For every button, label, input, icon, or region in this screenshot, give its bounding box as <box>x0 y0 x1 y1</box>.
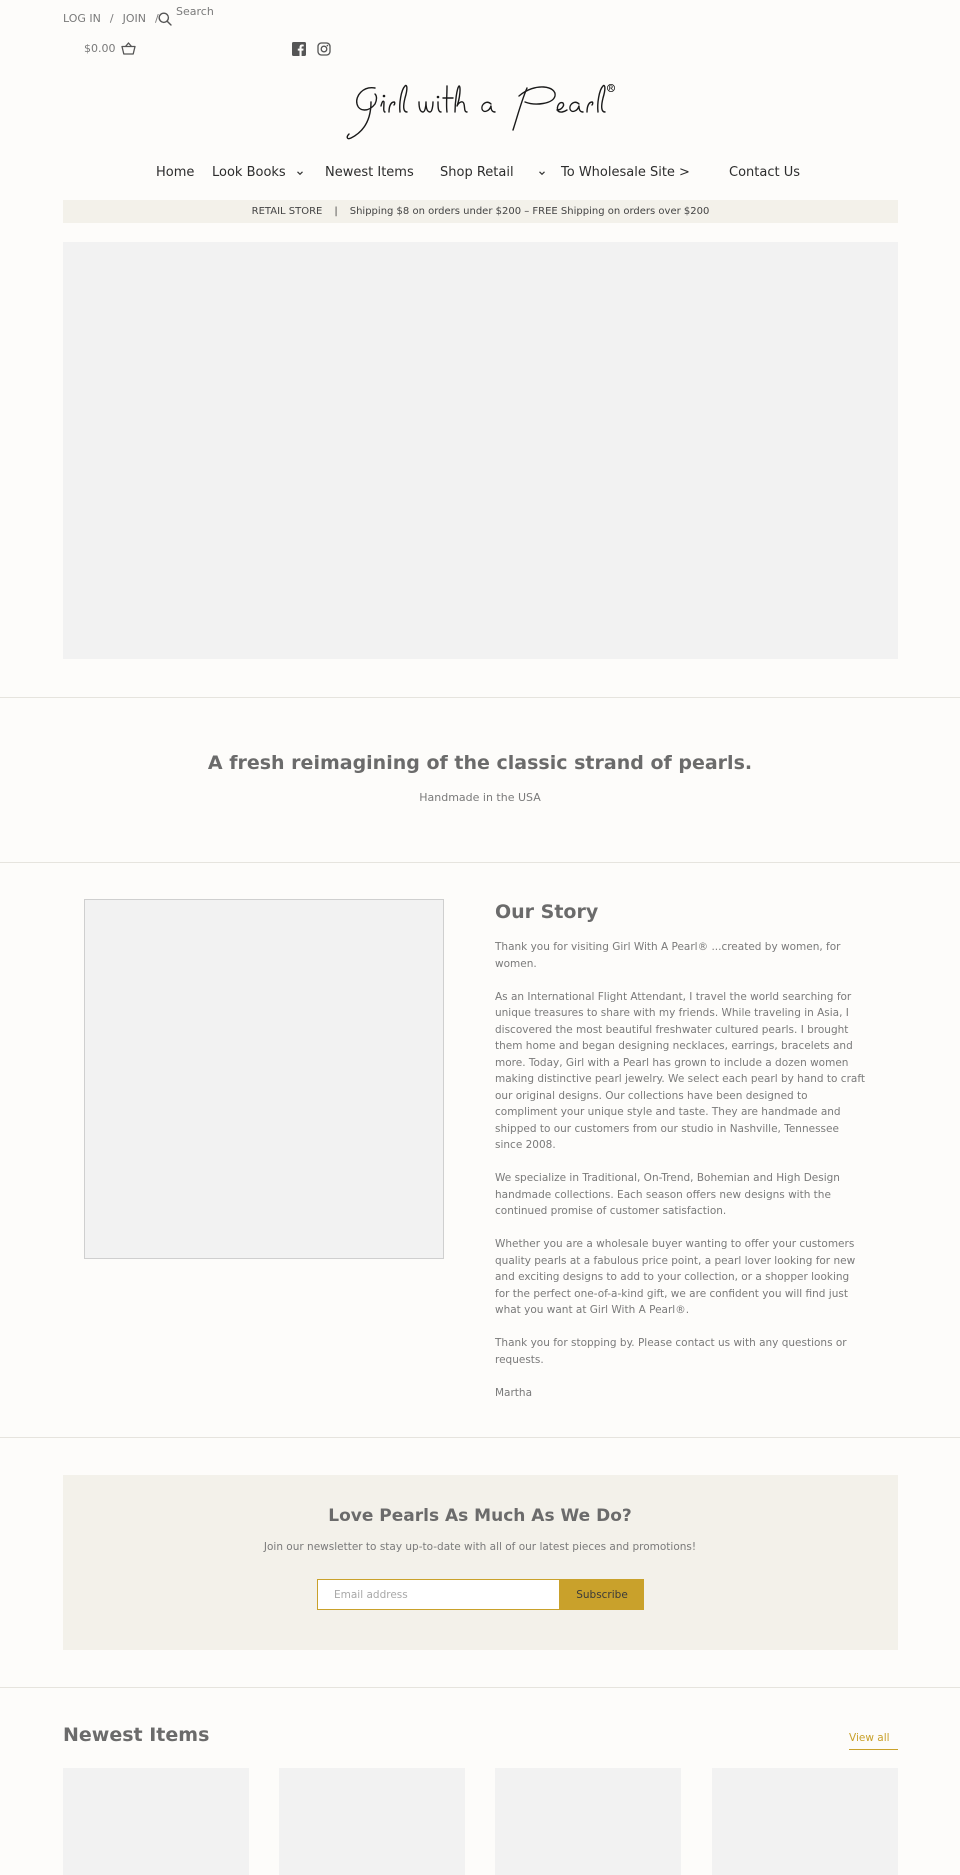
chevron-down-icon <box>296 169 304 177</box>
account-links <box>63 12 168 25</box>
facebook-icon[interactable] <box>292 42 306 56</box>
product-card[interactable] <box>279 1768 465 1875</box>
nav-contact-us[interactable]: Contact Us <box>729 165 800 180</box>
story-paragraph: Whether you are a wholesale buyer wanting to offer your customers quality pearls at a fabulous price point, a pearl lover looking for new and exciting designs to add to your collection, or a shopper looking for the perfect one-of-a-kind gift, we are confident you will find just what you want at Girl With A Pearl®. <box>495 1238 856 1316</box>
product-card[interactable] <box>712 1768 898 1875</box>
hero-image[interactable] <box>63 242 898 659</box>
shipping-text: Shipping $8 on orders under $200 – FREE Shipping on orders over $200 <box>349 206 710 217</box>
email-field[interactable] <box>317 1579 560 1610</box>
main-nav <box>0 165 960 185</box>
story-image <box>84 899 444 1259</box>
story-paragraph: We specialize in Traditional, On-Trend, Bohemian and High Design handmade collections. Each season offers new designs with the continued promise of customer satisfaction. <box>495 1172 840 1217</box>
tagline: A fresh reimagining of the classic strand of pearls. <box>207 752 753 774</box>
basket-icon <box>121 42 136 55</box>
divider <box>0 697 960 698</box>
cart-total: $0.00 <box>84 42 116 55</box>
chevron-down-icon <box>538 169 546 177</box>
cart-link[interactable] <box>84 42 136 55</box>
story-title: Our Story <box>495 901 599 923</box>
nav-shop-retail[interactable]: Shop Retail <box>440 165 546 180</box>
search-icon[interactable] <box>158 12 172 26</box>
divider <box>0 1437 960 1438</box>
separator: / <box>154 12 159 25</box>
divider <box>0 1687 960 1688</box>
newest-items-title: Newest Items <box>63 1724 210 1746</box>
subtagline: Handmade in the USA <box>419 791 541 804</box>
divider <box>0 862 960 863</box>
login-link[interactable]: LOG IN <box>63 12 101 25</box>
search-label[interactable]: Search <box>176 5 214 18</box>
story-body <box>495 939 865 1418</box>
newsletter-title: Love Pearls As Much As We Do? <box>328 1506 632 1526</box>
view-all-link[interactable]: View all <box>849 1732 898 1750</box>
logo[interactable] <box>345 82 615 144</box>
announcement-bar <box>63 200 898 223</box>
story-paragraph: Thank you for visiting Girl With A Pearl® ...created by women, for women. <box>495 941 841 970</box>
product-card[interactable] <box>63 1768 249 1875</box>
join-link[interactable]: JOIN <box>122 12 146 25</box>
story-signature: Martha <box>495 1386 533 1399</box>
newsletter-section <box>63 1475 898 1650</box>
social-links <box>292 42 331 56</box>
nav-newest-items[interactable]: Newest Items <box>325 165 414 180</box>
separator: / <box>109 12 114 25</box>
nav-home[interactable]: Home <box>156 165 195 180</box>
subscribe-button[interactable]: Subscribe <box>560 1579 644 1610</box>
newsletter-text: Join our newsletter to stay up-to-date with all of our latest pieces and promotions! <box>263 1541 697 1553</box>
product-card[interactable] <box>495 1768 681 1875</box>
nav-wholesale-site[interactable]: To Wholesale Site > <box>561 165 690 180</box>
store-label: RETAIL STORE <box>251 206 323 217</box>
divider: | <box>334 206 338 217</box>
story-paragraph: As an International Flight Attendant, I travel the world searching for unique treasures to share with my friends. While traveling in Asia, I discovered the most beautiful freshwater cultured pearls. I brought them home and began designing necklaces, earrings, bracelets and more. Today, Girl with a Pearl has grown to include a dozen women making distinctive pearl jewelry. We select each pearl by hand to craft our original designs. Our collections have been designed to compliment your unique style and taste. They are handmade and shipped to our customers from our studio in Nashville, Tennessee since 2008. <box>495 990 865 1151</box>
nav-look-books[interactable]: Look Books <box>212 165 304 180</box>
story-paragraph: Thank you for stopping by. Please contact us with any questions or requests. <box>495 1337 847 1366</box>
instagram-icon[interactable] <box>317 42 331 56</box>
